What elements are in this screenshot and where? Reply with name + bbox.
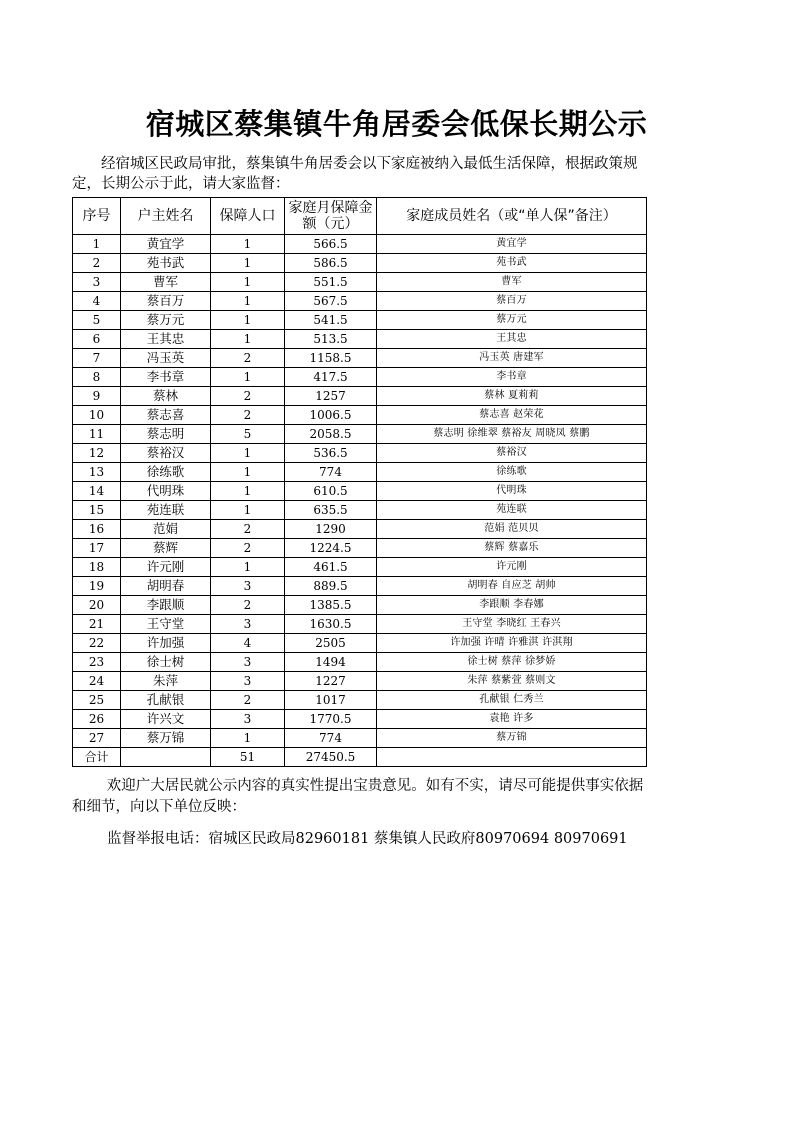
table-row	[73, 501, 647, 520]
cell-monthly-amount: 551.5	[285, 273, 377, 292]
cell-serial-no: 8	[73, 368, 121, 387]
cell-covered-persons: 3	[211, 710, 285, 729]
total-amount: 27450.5	[285, 748, 377, 767]
cell-monthly-amount: 1630.5	[285, 615, 377, 634]
cell-covered-persons: 3	[211, 615, 285, 634]
cell-serial-no: 26	[73, 710, 121, 729]
cell-monthly-amount: 586.5	[285, 254, 377, 273]
cell-serial-no: 24	[73, 672, 121, 691]
cell-householder-name: 代明珠	[121, 482, 211, 501]
cell-family-members: 曹军	[377, 273, 647, 292]
table-row	[73, 653, 647, 672]
table-row	[73, 425, 647, 444]
cell-serial-no: 11	[73, 425, 121, 444]
table-row	[73, 273, 647, 292]
table-header-row	[73, 198, 647, 235]
table-row	[73, 387, 647, 406]
cell-householder-name: 许元刚	[121, 558, 211, 577]
table-row	[73, 558, 647, 577]
cell-householder-name: 蔡林	[121, 387, 211, 406]
table-row	[73, 330, 647, 349]
cell-covered-persons: 1	[211, 482, 285, 501]
cell-householder-name: 朱萍	[121, 672, 211, 691]
cell-covered-persons: 2	[211, 387, 285, 406]
table-row	[73, 729, 647, 748]
table-row	[73, 292, 647, 311]
cell-serial-no: 9	[73, 387, 121, 406]
cell-householder-name: 蔡志明	[121, 425, 211, 444]
cell-family-members: 孔献银 仁秀兰	[377, 691, 647, 710]
header-covered-persons: 保障人口	[211, 198, 285, 235]
cell-monthly-amount: 1017	[285, 691, 377, 710]
cell-family-members: 冯玉英 唐建军	[377, 349, 647, 368]
table-row	[73, 349, 647, 368]
cell-family-members: 王其忠	[377, 330, 647, 349]
cell-serial-no: 14	[73, 482, 121, 501]
cell-monthly-amount: 1006.5	[285, 406, 377, 425]
cell-family-members: 朱萍 蔡紫萱 蔡则文	[377, 672, 647, 691]
cell-covered-persons: 4	[211, 634, 285, 653]
cell-serial-no: 25	[73, 691, 121, 710]
table-row	[73, 311, 647, 330]
cell-covered-persons: 1	[211, 444, 285, 463]
cell-serial-no: 21	[73, 615, 121, 634]
cell-covered-persons: 1	[211, 330, 285, 349]
cell-monthly-amount: 461.5	[285, 558, 377, 577]
total-name-empty	[121, 748, 211, 767]
cell-householder-name: 蔡百万	[121, 292, 211, 311]
cell-monthly-amount: 541.5	[285, 311, 377, 330]
cell-householder-name: 蔡万元	[121, 311, 211, 330]
header-householder-name: 户主姓名	[121, 198, 211, 235]
cell-covered-persons: 1	[211, 292, 285, 311]
table-row	[73, 254, 647, 273]
cell-serial-no: 20	[73, 596, 121, 615]
cell-monthly-amount: 1770.5	[285, 710, 377, 729]
cell-serial-no: 5	[73, 311, 121, 330]
cell-family-members: 蔡万元	[377, 311, 647, 330]
table-row	[73, 691, 647, 710]
cell-householder-name: 许兴文	[121, 710, 211, 729]
supervision-hotline: 监督举报电话：宿城区民政局82960181 蔡集镇人民政府80970694 80970691	[107, 831, 628, 847]
cell-monthly-amount: 1494	[285, 653, 377, 672]
page-title: 宿城区蔡集镇牛角居委会低保长期公示	[145, 107, 648, 141]
cell-monthly-amount: 635.5	[285, 501, 377, 520]
cell-householder-name: 许加强	[121, 634, 211, 653]
cell-householder-name: 范娟	[121, 520, 211, 539]
total-members-empty	[377, 748, 647, 767]
cell-family-members: 苑书武	[377, 254, 647, 273]
cell-covered-persons: 1	[211, 729, 285, 748]
cell-householder-name: 王守堂	[121, 615, 211, 634]
cell-householder-name: 徐士树	[121, 653, 211, 672]
cell-family-members: 胡明春 自应芝 胡帅	[377, 577, 647, 596]
cell-serial-no: 6	[73, 330, 121, 349]
cell-monthly-amount: 774	[285, 463, 377, 482]
total-people: 51	[211, 748, 285, 767]
table-row	[73, 577, 647, 596]
cell-covered-persons: 1	[211, 368, 285, 387]
cell-householder-name: 苑书武	[121, 254, 211, 273]
subsistence-allowance-table	[72, 197, 647, 767]
table-row	[73, 710, 647, 729]
cell-covered-persons: 3	[211, 672, 285, 691]
cell-serial-no: 4	[73, 292, 121, 311]
cell-monthly-amount: 610.5	[285, 482, 377, 501]
cell-covered-persons: 2	[211, 406, 285, 425]
cell-monthly-amount: 1227	[285, 672, 377, 691]
table-row	[73, 615, 647, 634]
table-row	[73, 235, 647, 254]
header-serial-no: 序号	[73, 198, 121, 235]
cell-householder-name: 徐练歌	[121, 463, 211, 482]
table-row	[73, 463, 647, 482]
closing-paragraph: 欢迎广大居民就公示内容的真实性提出宝贵意见。如有不实，请尽可能提供事实依据和细节，向以下单位反映：	[72, 778, 644, 815]
cell-monthly-amount: 1257	[285, 387, 377, 406]
cell-covered-persons: 1	[211, 463, 285, 482]
cell-householder-name: 冯玉英	[121, 349, 211, 368]
cell-serial-no: 7	[73, 349, 121, 368]
cell-householder-name: 王其忠	[121, 330, 211, 349]
cell-family-members: 蔡辉 蔡嘉乐	[377, 539, 647, 558]
cell-monthly-amount: 417.5	[285, 368, 377, 387]
cell-monthly-amount: 2505	[285, 634, 377, 653]
header-family-members: 家庭成员姓名（或“单人保”备注）	[377, 198, 647, 235]
cell-serial-no: 1	[73, 235, 121, 254]
cell-family-members: 袁艳 许多	[377, 710, 647, 729]
cell-serial-no: 17	[73, 539, 121, 558]
cell-serial-no: 19	[73, 577, 121, 596]
total-label: 合计	[73, 748, 121, 767]
cell-householder-name: 蔡裕汉	[121, 444, 211, 463]
cell-householder-name: 蔡辉	[121, 539, 211, 558]
cell-monthly-amount: 513.5	[285, 330, 377, 349]
cell-monthly-amount: 1158.5	[285, 349, 377, 368]
cell-householder-name: 苑连联	[121, 501, 211, 520]
cell-serial-no: 18	[73, 558, 121, 577]
cell-serial-no: 13	[73, 463, 121, 482]
cell-family-members: 黄宜学	[377, 235, 647, 254]
cell-covered-persons: 1	[211, 273, 285, 292]
cell-householder-name: 蔡万锦	[121, 729, 211, 748]
cell-monthly-amount: 2058.5	[285, 425, 377, 444]
cell-family-members: 范娟 范贝贝	[377, 520, 647, 539]
cell-serial-no: 23	[73, 653, 121, 672]
cell-serial-no: 22	[73, 634, 121, 653]
cell-family-members: 许元刚	[377, 558, 647, 577]
cell-monthly-amount: 1385.5	[285, 596, 377, 615]
cell-householder-name: 蔡志喜	[121, 406, 211, 425]
cell-monthly-amount: 774	[285, 729, 377, 748]
cell-monthly-amount: 566.5	[285, 235, 377, 254]
cell-serial-no: 10	[73, 406, 121, 425]
cell-covered-persons: 2	[211, 596, 285, 615]
cell-family-members: 蔡万锦	[377, 729, 647, 748]
cell-covered-persons: 1	[211, 311, 285, 330]
cell-covered-persons: 1	[211, 501, 285, 520]
cell-covered-persons: 5	[211, 425, 285, 444]
cell-covered-persons: 1	[211, 558, 285, 577]
cell-family-members: 许加强 许晴 许雅淇 许淇翔	[377, 634, 647, 653]
cell-monthly-amount: 1224.5	[285, 539, 377, 558]
cell-family-members: 蔡志喜 赵荣花	[377, 406, 647, 425]
cell-householder-name: 曹军	[121, 273, 211, 292]
cell-serial-no: 3	[73, 273, 121, 292]
cell-covered-persons: 1	[211, 254, 285, 273]
table-row	[73, 406, 647, 425]
cell-covered-persons: 2	[211, 539, 285, 558]
cell-serial-no: 16	[73, 520, 121, 539]
cell-family-members: 徐士树 蔡萍 徐梦娇	[377, 653, 647, 672]
cell-householder-name: 李书章	[121, 368, 211, 387]
header-monthly-amount: 家庭月保障金额（元）	[285, 198, 377, 235]
cell-monthly-amount: 536.5	[285, 444, 377, 463]
cell-covered-persons: 2	[211, 349, 285, 368]
table-row	[73, 368, 647, 387]
cell-serial-no: 2	[73, 254, 121, 273]
cell-family-members: 蔡裕汉	[377, 444, 647, 463]
intro-paragraph: 经宿城区民政局审批，蔡集镇牛角居委会以下家庭被纳入最低生活保障，根据政策规定，长期公示于此，请大家监督：	[72, 156, 638, 192]
cell-family-members: 蔡百万	[377, 292, 647, 311]
cell-family-members: 苑连联	[377, 501, 647, 520]
table-row	[73, 672, 647, 691]
cell-monthly-amount: 1290	[285, 520, 377, 539]
cell-covered-persons: 3	[211, 577, 285, 596]
cell-covered-persons: 2	[211, 520, 285, 539]
table-row	[73, 444, 647, 463]
cell-householder-name: 孔献银	[121, 691, 211, 710]
cell-covered-persons: 1	[211, 235, 285, 254]
cell-covered-persons: 2	[211, 691, 285, 710]
table-row	[73, 634, 647, 653]
cell-householder-name: 胡明春	[121, 577, 211, 596]
cell-covered-persons: 3	[211, 653, 285, 672]
cell-serial-no: 15	[73, 501, 121, 520]
cell-family-members: 王守堂 李晓红 王春兴	[377, 615, 647, 634]
cell-family-members: 蔡林 夏莉莉	[377, 387, 647, 406]
cell-family-members: 徐练歌	[377, 463, 647, 482]
table-body	[73, 235, 647, 748]
cell-monthly-amount: 889.5	[285, 577, 377, 596]
cell-householder-name: 黄宜学	[121, 235, 211, 254]
cell-family-members: 李跟顺 李春娜	[377, 596, 647, 615]
table-row	[73, 482, 647, 501]
table-row	[73, 539, 647, 558]
cell-serial-no: 27	[73, 729, 121, 748]
cell-monthly-amount: 567.5	[285, 292, 377, 311]
cell-serial-no: 12	[73, 444, 121, 463]
table-row	[73, 520, 647, 539]
cell-householder-name: 李跟顺	[121, 596, 211, 615]
cell-family-members: 李书章	[377, 368, 647, 387]
cell-family-members: 代明珠	[377, 482, 647, 501]
table-total-row	[73, 748, 647, 767]
cell-family-members: 蔡志明 徐维翠 蔡裕友 周晓凤 蔡鹏	[377, 425, 647, 444]
table-row	[73, 596, 647, 615]
